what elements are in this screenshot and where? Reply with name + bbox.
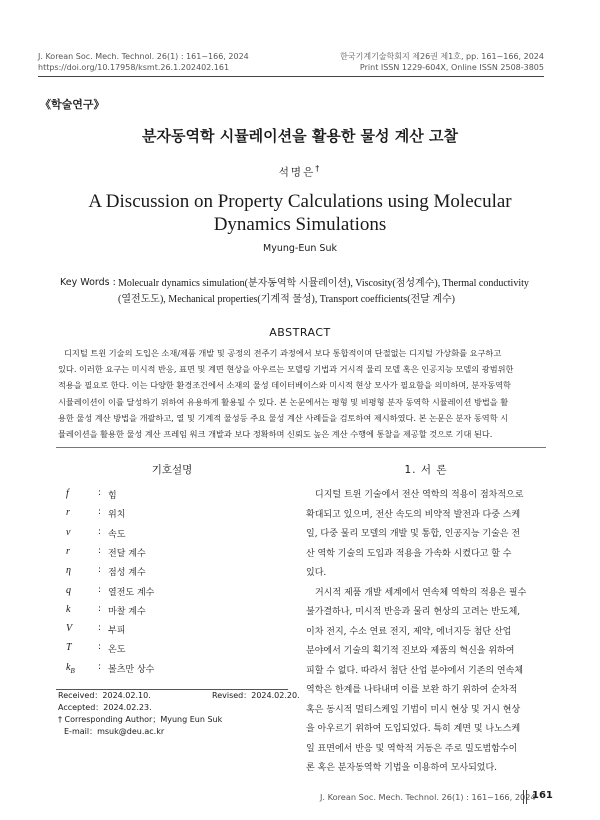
nomenclature-symbol: q [66, 584, 71, 596]
nomenclature-colon: : [98, 488, 102, 498]
abstract-line: 시뮬레이션이 이를 달성하기 위하여 유용하게 활용될 수 있다. 본 논문에서는 평형 및 비평형 분자 동역학 시뮬레이션 방법을 활 [58, 396, 509, 407]
journal-citation: J. Korean Soc. Mech. Technol. 26(1) : 161~166, 2024 [38, 52, 249, 61]
nomenclature-symbol: k [66, 603, 71, 615]
author-email[interactable]: E-mail：msuk@deu.ac.kr [64, 727, 165, 736]
nomenclature-description: 전달 계수 [108, 548, 146, 559]
doi-link[interactable]: https://doi.org/10.17958/ksmt.26.1.202402.161 [38, 63, 230, 72]
footer-divider-2 [526, 790, 527, 804]
nomenclature-symbol: $k_B$ [66, 661, 75, 675]
intro-body [306, 486, 546, 779]
intro-line: 일, 다중 물리 모델의 개발 및 통합, 인공지능 기술은 전 [306, 529, 521, 539]
intro-line: 디지털 트윈 기술에서 전산 역학의 적용이 점차적으로 [315, 490, 524, 500]
issn-info: Print ISSN 1229-604X, Online ISSN 2508-3805 [359, 63, 544, 72]
revised-date: Revised：2024.02.20. [212, 691, 300, 700]
abstract-heading: ABSTRACT [269, 326, 331, 339]
intro-line: 이차 전지, 수소 연료 전지, 제약, 에너지등 첨단 산업 [306, 626, 512, 637]
abstract-line: 뮬레이션을 활용한 물성 계산 프레임 워크 개발과 보다 정확하며 신뢰도 높은 계산 수행에 통찰을 제공할 것으로 기대 된다. [58, 429, 493, 440]
nomenclature-symbol: v [66, 526, 71, 538]
footer-citation: J. Korean Soc. Mech. Technol. 26(1) : 161~166, 2024 [320, 792, 536, 802]
keywords-line2: (열전도도), Mechanical properties(기계적 물성), Transport coefficients(전달 계수) [118, 294, 455, 305]
intro-line: 분야에서 기술의 획기적 진보와 제품의 혁신을 위하여 [306, 646, 515, 656]
abstract-line: 디지털 트윈 기술의 도입은 소재/제품 개발 및 공정의 전주기 과정에서 보다 통합적이며 단절없는 디지털 가상화를 요구하고 [64, 348, 502, 358]
nomenclature-colon: : [98, 603, 102, 614]
author-english: Myung-Eun Suk [263, 243, 337, 254]
received-date: Received：2024.02.10. [58, 691, 151, 700]
nomenclature-colon: : [98, 642, 102, 653]
nomenclature-colon: : [98, 584, 102, 595]
nomenclature-description: 위치 [108, 510, 126, 521]
intro-line: 있다. [306, 568, 327, 578]
nomenclature-symbol: V [66, 623, 73, 635]
nomenclature-symbol: r [66, 545, 70, 557]
keywords-line1: Molecualr dynamics simulation(분자동역학 시뮬레이션), Viscosity(점성계수), Thermal conductivity [118, 278, 529, 289]
author-korean-name: 석명은 [278, 166, 316, 179]
footer-divider [523, 790, 524, 804]
nomenclature-description: 볼츠만 상수 [108, 664, 155, 675]
intro-line: 을 아우르기 위하여 도입되었다. 특히 계면 및 나노스케 [306, 724, 521, 734]
abstract-line: 있다. 이러한 요구는 미시적 반응, 표면 및 계면 현상을 아우르는 모델링 기법과 거시적 물리 모델 혹은 인공지능 모델의 광범위한 [58, 364, 514, 375]
intro-line: 불가결하나, 미시적 반응과 물리 현상의 고려는 반도체, [306, 607, 521, 617]
abstract-line: 용한 물성 계산 방법을 개괄하고, 열 및 기계적 물성등 주요 물성 계산 사례들을 검토하여 제시하였다. 본 논문은 분자 동역학 시 [58, 412, 509, 423]
intro-line: 거시적 제품 개발 세계에서 연속체 역학의 적용은 필수 [315, 587, 527, 598]
nomenclature-description: 열전도 계수 [108, 587, 155, 598]
nomenclature-description: 속도 [108, 529, 126, 540]
nomenclature-colon: : [98, 565, 102, 576]
nomenclature-description: 부피 [108, 626, 126, 637]
nomenclature-colon: : [98, 661, 102, 672]
nomenclature-description: 마찰 계수 [108, 606, 146, 617]
abstract-line: 적용을 필요로 한다. 이는 다양한 환경조건에서 소재의 물성 데이터베이스와 미시적 현상 모사가 필요함을 의미하며, 분자동역학 [58, 380, 511, 391]
keywords-text [118, 276, 558, 308]
section-tag: 《학술연구》 [40, 98, 105, 111]
keywords-label: Key Words : [60, 277, 116, 288]
title-english [0, 190, 600, 236]
corresponding-author: † Corresponding Author；Myung Eun Suk [58, 715, 223, 724]
nomenclature-description: 점성 계수 [108, 568, 146, 579]
page-number: 161 [532, 790, 553, 801]
intro-line: 역학은 한계를 나타내며 이를 보완 하기 위하여 순차적 [306, 685, 518, 695]
nomenclature-colon: : [98, 526, 102, 537]
author-korean [0, 164, 600, 180]
header-rule [38, 76, 544, 77]
title-english-line2: Dynamics Simulations [213, 214, 387, 235]
nomenclature-colon: : [98, 545, 102, 556]
intro-line: 론 혹은 분자동역학 기법을 이용하여 모사되었다. [306, 763, 498, 773]
title-english-line1: A Discussion on Property Calculations using Molecular [88, 191, 512, 212]
nomenclature-description: 힘 [108, 491, 117, 501]
nomenclature-colon: : [98, 623, 102, 634]
journal-citation-ko: 한국기계기술학회지 제26권 제1호, pp. 161~166, 2024 [340, 52, 544, 61]
nomenclature-symbol: T [66, 642, 72, 654]
intro-line: 피할 수 없다. 따라서 첨단 산업 분야에서 기존의 연속체 [306, 665, 524, 676]
intro-heading: 1. 서 론 [404, 464, 448, 476]
intro-line: 일 표면에서 반응 및 역학적 거동은 주로 밀도범함수이 [306, 743, 518, 754]
nomenclature-symbol: f [66, 488, 69, 499]
title-korean: 분자동역학 시뮬레이션을 활용한 물성 계산 고찰 [142, 127, 458, 145]
abstract-body [58, 345, 544, 442]
nomenclature-description: 온도 [108, 645, 126, 656]
intro-line: 혹은 동시적 멀티스케일 기법이 미시 현상 및 거시 현상 [306, 704, 521, 715]
abstract-rule [56, 447, 546, 448]
corresponding-mark: † [315, 164, 322, 173]
nomenclature-heading: 기호설명 [151, 464, 193, 476]
nomenclature-colon: : [98, 507, 102, 518]
accepted-date: Accepted：2024.02.23. [58, 703, 152, 712]
intro-line: 확대되고 있으며, 전산 속도의 비약적 발전과 다중 스케 [306, 509, 521, 520]
intro-line: 산 역학 기술의 도입과 적용을 가속화 시켰다고 할 수 [306, 548, 512, 559]
nomenclature-symbol: r [66, 507, 70, 519]
nomenclature-symbol: η [66, 565, 71, 577]
